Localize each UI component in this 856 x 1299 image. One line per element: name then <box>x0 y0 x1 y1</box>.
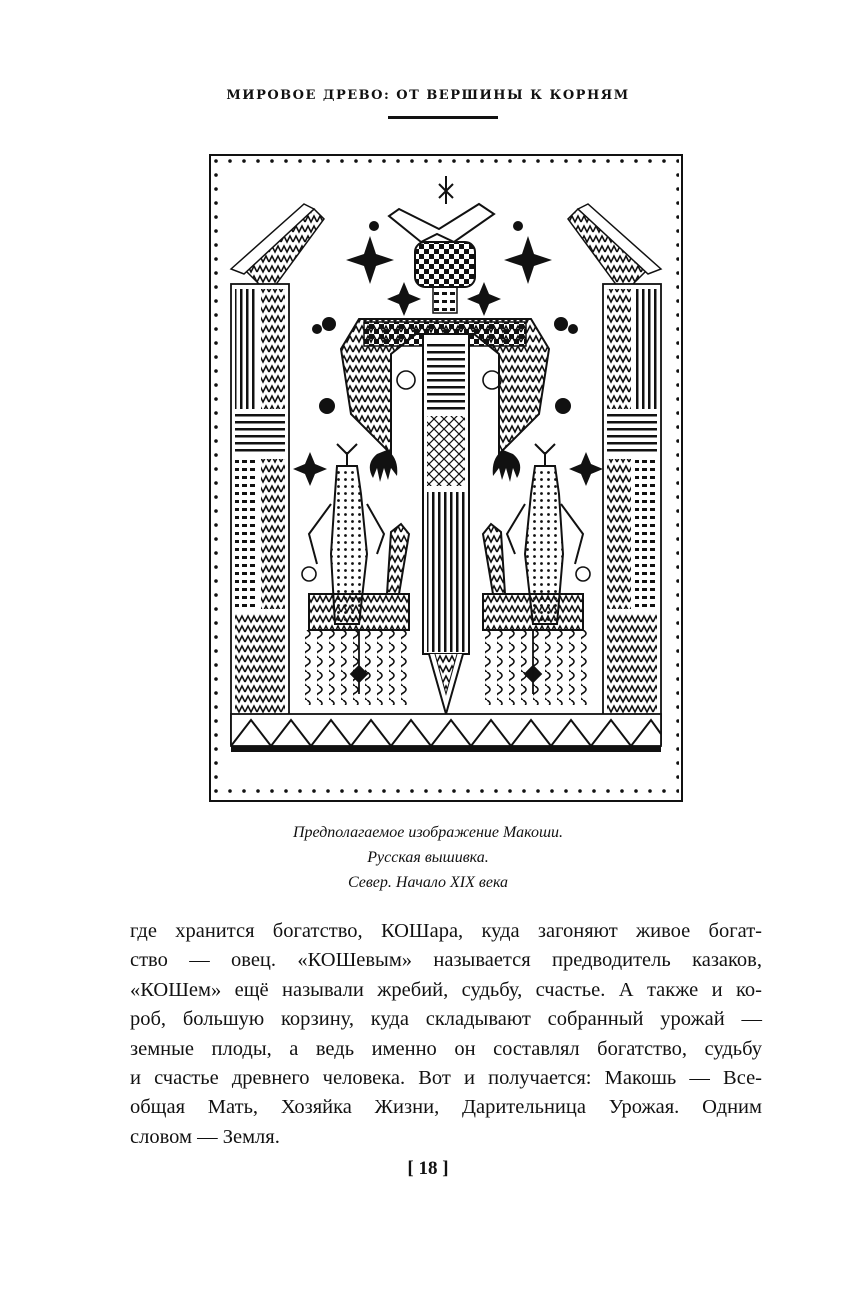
text-line: «КОШем» ещё называли жребий, судьбу, счастье. А также и ко- <box>130 978 762 1001</box>
text-line: земные плоды, а ведь именно он составлял богатство, судьбу <box>130 1037 762 1060</box>
caption-line: Север. Начало XIX века <box>347 874 509 891</box>
caption-line: Предполагаемое изображение Макоши. <box>292 824 564 841</box>
body-paragraph <box>130 917 762 1152</box>
text-line: общая Мать, Хозяйка Жизни, Дарительница Урожая. Одним <box>130 1096 762 1119</box>
text-line: где хранится богатство, КОШара, куда загоняют живое богат- <box>130 920 762 942</box>
text-line: словом — Земля. <box>130 1125 280 1148</box>
running-head-rule <box>388 116 498 119</box>
text-line: роб, большую корзину, куда складывают собранный урожай — <box>130 1008 762 1031</box>
embroidery-illustration <box>209 154 683 802</box>
figure-caption <box>0 820 856 895</box>
text-line: ство — овец. «КОШевым» называется предводитель казаков, <box>130 949 762 972</box>
text-line: и счастье древнего человека. Вот и получается: Макошь — Все- <box>130 1067 762 1090</box>
running-head: МИРОВОЕ ДРЕВО: ОТ ВЕРШИНЫ К КОРНЯМ <box>226 88 630 103</box>
caption-line: Русская вышивка. <box>367 849 489 866</box>
page-number: [ 18 ] <box>407 1158 449 1179</box>
